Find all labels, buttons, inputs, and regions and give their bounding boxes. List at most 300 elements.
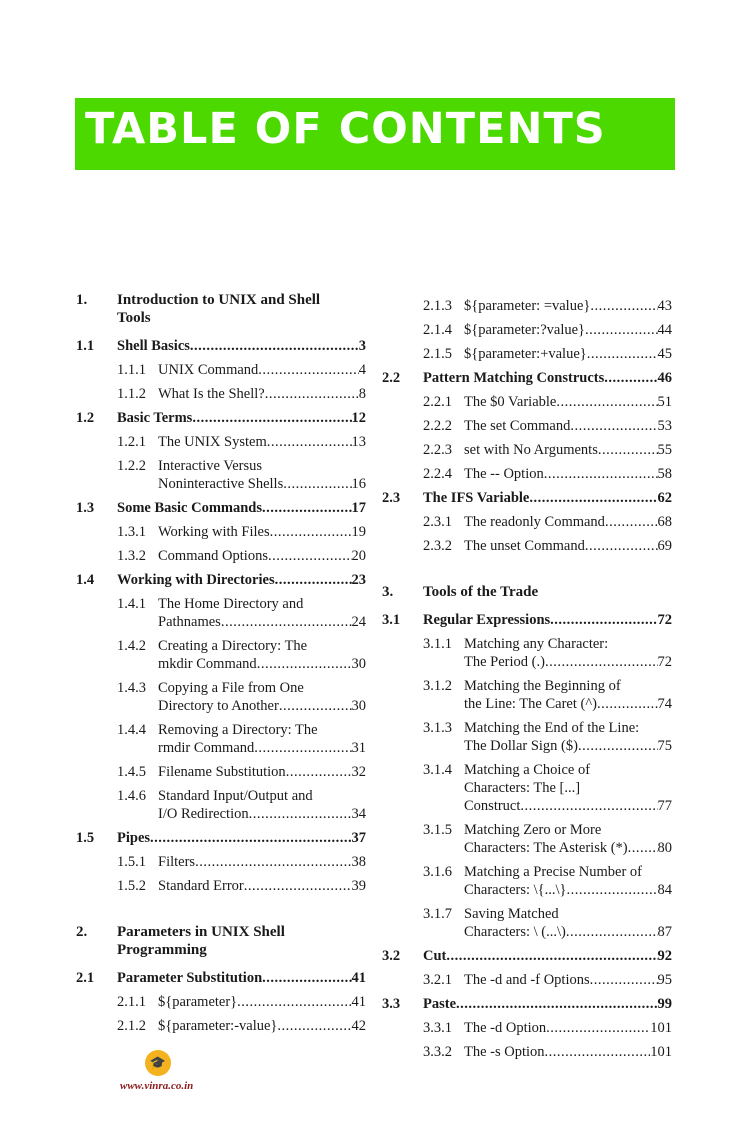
entry-title-line: Removing a Directory: The [158,722,318,738]
dot-leader [570,417,657,435]
toc-entry-sub[interactable] [382,345,672,363]
entry-title-line: rmdir Command [158,740,255,756]
entry-last-line [117,337,366,355]
entry-last-line [423,611,672,629]
entry-last-line [158,697,366,715]
page-number: 99 [657,996,672,1012]
dot-leader [258,361,358,379]
entry-title-line: Filename Substitution [158,764,286,780]
footer-website[interactable]: www.vinra.co.in [120,1080,194,1092]
dot-leader [257,655,352,673]
entry-title [464,635,672,671]
dot-leader [456,995,657,1013]
entry-title [117,409,366,427]
entry-title [117,499,366,517]
page-number: 12 [351,410,366,426]
dot-leader [446,947,657,965]
dot-leader [150,829,351,847]
entry-last-line [423,489,672,507]
entry-last-line [464,695,672,713]
dot-leader [598,441,658,459]
entry-title [464,971,672,989]
entry-title-line: The unset Command [464,538,585,554]
entry-last-line [158,523,366,541]
toc-entry-sub[interactable] [382,821,672,857]
entry-number: 2.2.1 [423,394,452,410]
entry-number: 2.2.4 [423,466,452,482]
entry-title-line: Characters: The [...] [464,780,581,796]
toc-entry-sub[interactable] [382,1019,672,1037]
toc-entry-sub[interactable] [382,393,672,411]
page-number: 101 [650,1044,672,1060]
dot-leader [268,547,352,565]
page-number: 95 [657,972,672,988]
dot-leader [628,839,658,857]
entry-title-line: Regular Expressions [423,612,551,628]
entry-number: 1.2 [76,410,95,426]
entry-number: 3.3 [382,996,401,1012]
toc-entry-sub[interactable] [76,637,366,673]
entry-title-line: mkdir Command [158,656,257,672]
dot-leader [265,385,359,403]
entry-last-line [464,417,672,435]
entry-number: 1.3 [76,500,95,516]
entry-title [423,369,672,387]
entry-number: 1.4.5 [117,764,146,780]
page-number: 17 [351,500,366,516]
entry-last-line [158,655,366,673]
page-number: 72 [657,612,672,628]
toc-entry-sub[interactable] [382,537,672,555]
toc-entry-sub[interactable] [76,361,366,379]
toc-entry-sub[interactable] [76,523,366,541]
entry-last-line [423,369,672,387]
entry-title [423,611,672,629]
entry-last-line [117,499,366,517]
entry-number: 2.1.2 [117,1018,146,1034]
entry-last-line [158,475,366,493]
toc-entry-section[interactable] [382,947,672,965]
entry-number: 2.2 [382,370,401,386]
entry-last-line [158,739,366,757]
entry-number: 1.2.1 [117,434,146,450]
entry-title-line: ${parameter} [158,994,238,1010]
dot-leader [566,923,658,941]
entry-title [464,1019,672,1037]
toc-entry-section[interactable] [76,337,366,355]
entry-title-line: The $0 Variable [464,394,557,410]
page-number: 84 [657,882,672,898]
entry-number: 1.5.2 [117,878,146,894]
entry-title [117,969,366,987]
entry-last-line [158,1017,366,1035]
entry-number: 1.4.4 [117,722,146,738]
page-number: 38 [351,854,366,870]
toc-entry-sub[interactable] [76,1017,366,1035]
toc-entry-section[interactable] [382,611,672,629]
dot-leader [254,739,351,757]
entry-title-line: Standard Error [158,878,244,894]
entry-number: 3.1.4 [423,762,452,778]
entry-title-line: Characters: \{...\} [464,882,567,898]
entry-last-line [117,571,366,589]
entry-last-line [464,345,672,363]
toc-entry-sub[interactable] [76,763,366,781]
page-number: 44 [657,322,672,338]
toc-entry-section[interactable] [382,995,672,1013]
dot-leader [590,971,658,989]
entry-title [158,595,366,631]
entry-last-line [464,321,672,339]
entry-title [117,829,366,847]
entry-title [464,761,672,815]
entry-number: 1.1.2 [117,386,146,402]
page-title: TABLE OF CONTENTS [85,104,606,154]
entry-title [464,345,672,363]
entry-number: 1.4.3 [117,680,146,696]
page-number: 46 [657,370,672,386]
page-number: 75 [657,738,672,754]
toc-entry-sub[interactable] [382,417,672,435]
entry-title-line: Tools of the Trade [423,584,539,600]
toc-entry-sub[interactable] [382,761,672,815]
entry-title [464,321,672,339]
entry-title [158,457,366,493]
entry-number: 1.4.6 [117,788,146,804]
entry-title-line: Copying a File from One [158,680,304,696]
dot-leader [604,369,657,387]
page-number: 77 [657,798,672,814]
entry-title-line: The set Command [464,418,571,434]
toc-entry-sub[interactable] [76,595,366,631]
entry-last-line [158,433,366,451]
entry-title-line: ${parameter: =value} [464,298,591,314]
entry-title [158,433,366,451]
dot-leader [585,537,658,555]
dot-leader [277,1017,351,1035]
entry-title [117,337,366,355]
entry-number: 3.1.6 [423,864,452,880]
entry-last-line [158,877,366,895]
entry-title-line: The Home Directory and [158,596,304,612]
entry-last-line [464,1043,672,1061]
toc-entry-sub[interactable] [382,513,672,531]
entry-last-line [464,465,672,483]
entry-title [158,721,366,757]
page-number: 45 [657,346,672,362]
entry-title-line: Directory to Another [158,698,279,714]
entry-title [158,763,366,781]
entry-last-line [464,1019,672,1037]
entry-title [423,947,672,965]
toc-entry-section[interactable] [76,969,366,987]
entry-title [464,1043,672,1061]
entry-last-line [464,441,672,459]
toc-entry-sub[interactable] [76,547,366,565]
toc-entry-sub[interactable] [382,321,672,339]
entry-number: 2.1.4 [423,322,452,338]
toc-entry-sub[interactable] [382,441,672,459]
entry-number: 1.5 [76,830,95,846]
entry-title [158,679,366,715]
page-number: 53 [657,418,672,434]
page-number: 43 [657,298,672,314]
entry-title [158,637,366,673]
entry-number: 1.4.2 [117,638,146,654]
toc-entry-sub[interactable] [76,993,366,1011]
entry-last-line [464,839,672,857]
toc-entry-section[interactable] [76,829,366,847]
toc-entry-section[interactable] [382,489,672,507]
entry-title-line: ${parameter:?value} [464,322,585,338]
toc-entry-sub[interactable] [76,853,366,871]
toc-entry-sub[interactable] [382,677,672,713]
entry-title-line: Command Options [158,548,268,564]
toc-entry-section[interactable] [76,499,366,517]
page-number: 30 [351,698,366,714]
entry-title-line: Filters [158,854,196,870]
page-number: 58 [657,466,672,482]
page-number: 32 [351,764,366,780]
dot-leader [221,613,352,631]
entry-title-line: Paste [423,996,457,1012]
entry-title [158,787,366,823]
entry-number: 2.3.2 [423,538,452,554]
entry-title [117,923,366,959]
entry-number: 2.2.2 [423,418,452,434]
entry-last-line [464,393,672,411]
page-number: 34 [351,806,366,822]
entry-title-line: Working with Files [158,524,270,540]
entry-title [423,583,672,601]
entry-title [464,905,672,941]
dot-leader [244,877,352,895]
entry-title [158,523,366,541]
entry-title-line: UNIX Command [158,362,259,378]
entry-title-line: Introduction to UNIX and Shell [117,292,321,308]
entry-number: 3.3.1 [423,1020,452,1036]
entry-title-line: Matching the Beginning of [464,678,621,694]
dot-leader [578,737,658,755]
dot-leader [546,1019,650,1037]
entry-number: 1.4.1 [117,596,146,612]
page-number: 23 [351,572,366,588]
toc-entry-sub[interactable] [382,297,672,315]
entry-title-line: Matching a Precise Number of [464,864,642,880]
entry-title-line: Parameters in UNIX Shell [117,924,285,940]
page-number: 13 [351,434,366,450]
page-number: 20 [351,548,366,564]
entry-number: 3.1.2 [423,678,452,694]
graduation-cap-icon: 🎓 [145,1050,171,1076]
dot-leader [529,489,657,507]
entry-title-line: set with No Arguments [464,442,598,458]
entry-title-line: Cut [423,948,447,964]
toc-entry-sub[interactable] [382,635,672,671]
entry-title-line: Parameter Substitution [117,970,263,986]
toc-entry-chapter[interactable] [382,583,672,601]
toc-entry-section[interactable] [76,409,366,427]
page-number: 92 [657,948,672,964]
entry-last-line [117,969,366,987]
toc-entry-section[interactable] [76,571,366,589]
entry-title-line: Some Basic Commands [117,500,263,516]
entry-title-line: Characters: \ (...\) [464,924,566,940]
entry-title [464,821,672,857]
toc-entry-sub[interactable] [382,719,672,755]
entry-number: 3.1.3 [423,720,452,736]
page-number: 41 [351,994,366,1010]
entry-title [158,361,366,379]
toc-entry-sub[interactable] [76,457,366,493]
entry-title-line: The -d and -f Options [464,972,590,988]
entry-title [464,863,672,899]
entry-title-line: Programming [117,942,207,958]
toc-entry-chapter[interactable] [76,923,366,959]
entry-title [464,537,672,555]
toc-entry-sub[interactable] [76,877,366,895]
entry-number: 3.1 [382,612,401,628]
entry-number: 3.2 [382,948,401,964]
entry-title-line: Shell Basics [117,338,190,354]
toc-column-right [382,291,672,1061]
entry-number: 1.1.1 [117,362,146,378]
entry-title-line: The IFS Variable [423,490,530,506]
entry-title-line: Pattern Matching Constructs [423,370,605,386]
entry-title [464,297,672,315]
entry-title [117,291,366,327]
toc-entry-chapter[interactable] [76,291,366,327]
entry-title-line: Pathnames [158,614,221,630]
toc-entry-sub[interactable] [76,787,366,823]
page-number: 51 [657,394,672,410]
entry-title-line: Saving Matched [464,906,559,922]
entry-title [464,677,672,713]
entry-title-line: The -- Option [464,466,544,482]
page-number: 4 [358,362,366,378]
entry-title-line: Creating a Directory: The [158,638,308,654]
entry-title-line: Standard Input/Output and [158,788,313,804]
toc-entry-sub[interactable] [76,679,366,715]
toc-entry-sub[interactable] [382,1043,672,1061]
entry-number: 1.3.2 [117,548,146,564]
entry-last-line [158,993,366,1011]
entry-number: 2.3.1 [423,514,452,530]
entry-title-line: Working with Directories [117,572,275,588]
toc-entry-sub[interactable] [382,905,672,941]
entry-last-line [158,613,366,631]
page-number: 8 [358,386,366,402]
dot-leader [556,393,657,411]
toc-entry-sub[interactable] [382,863,672,899]
toc-entry-sub[interactable] [382,465,672,483]
dot-leader [567,881,658,899]
dot-leader [585,321,658,339]
entry-title [158,993,366,1011]
entry-title-line: Construct [464,798,521,814]
entry-number: 2.1.5 [423,346,452,362]
dot-leader [286,763,352,781]
entry-title-line: Matching the End of the Line: [464,720,640,736]
dot-leader [192,409,351,427]
entry-title-line: What Is the Shell? [158,386,265,402]
page-number: 3 [358,338,366,354]
entry-title-line: The readonly Command [464,514,605,530]
entry-title-line: ${parameter:+value} [464,346,587,362]
entry-last-line [464,971,672,989]
dot-leader [520,797,657,815]
dot-leader [550,611,657,629]
entry-title-line: Matching a Choice of [464,762,591,778]
page-number: 101 [650,1020,672,1036]
dot-leader [275,571,352,589]
dot-leader [249,805,352,823]
dot-leader [605,513,658,531]
dot-leader [237,993,351,1011]
entry-number: 2.1.3 [423,298,452,314]
entry-title-line: The -d Option [464,1020,547,1036]
entry-title [423,995,672,1013]
entry-last-line [158,805,366,823]
entry-last-line [464,797,672,815]
entry-title-line: the Line: The Caret (^) [464,696,597,712]
toc-entry-sub[interactable] [76,433,366,451]
page-number: 62 [657,490,672,506]
entry-title-line: The -s Option [464,1044,545,1060]
entry-title [464,513,672,531]
page-number: 68 [657,514,672,530]
entry-last-line [423,947,672,965]
entry-last-line [464,881,672,899]
dot-leader [545,653,658,671]
page-number: 24 [351,614,366,630]
entry-title [158,877,366,895]
entry-number: 1.5.1 [117,854,146,870]
dot-leader [544,465,658,483]
entry-number: 2. [76,924,88,940]
entry-title [464,719,672,755]
entry-title-line: Matching Zero or More [464,822,602,838]
entry-title-line: The Period (.) [464,654,545,670]
entry-last-line [117,409,366,427]
title-banner [75,98,675,170]
entry-title-line: Characters: The Asterisk (*) [464,840,628,856]
page-number: 16 [351,476,366,492]
entry-title [464,417,672,435]
entry-title-line: Pipes [117,830,151,846]
page-number: 37 [351,830,366,846]
entry-number: 1.1 [76,338,95,354]
toc-entry-section[interactable] [382,369,672,387]
entry-title [117,571,366,589]
entry-title-line: ${parameter:-value} [158,1018,278,1034]
entry-last-line [464,297,672,315]
entry-title [158,385,366,403]
entry-title-line: Basic Terms [117,410,193,426]
toc-entry-sub[interactable] [76,721,366,757]
entry-last-line [464,653,672,671]
entry-last-line [158,853,366,871]
toc-entry-sub[interactable] [382,971,672,989]
dot-leader [190,337,359,355]
page-number: 69 [657,538,672,554]
dot-leader [590,297,657,315]
entry-number: 1.4 [76,572,95,588]
page-number: 30 [351,656,366,672]
toc-entry-sub[interactable] [76,385,366,403]
entry-title-line: The UNIX System [158,434,267,450]
entry-last-line [464,537,672,555]
